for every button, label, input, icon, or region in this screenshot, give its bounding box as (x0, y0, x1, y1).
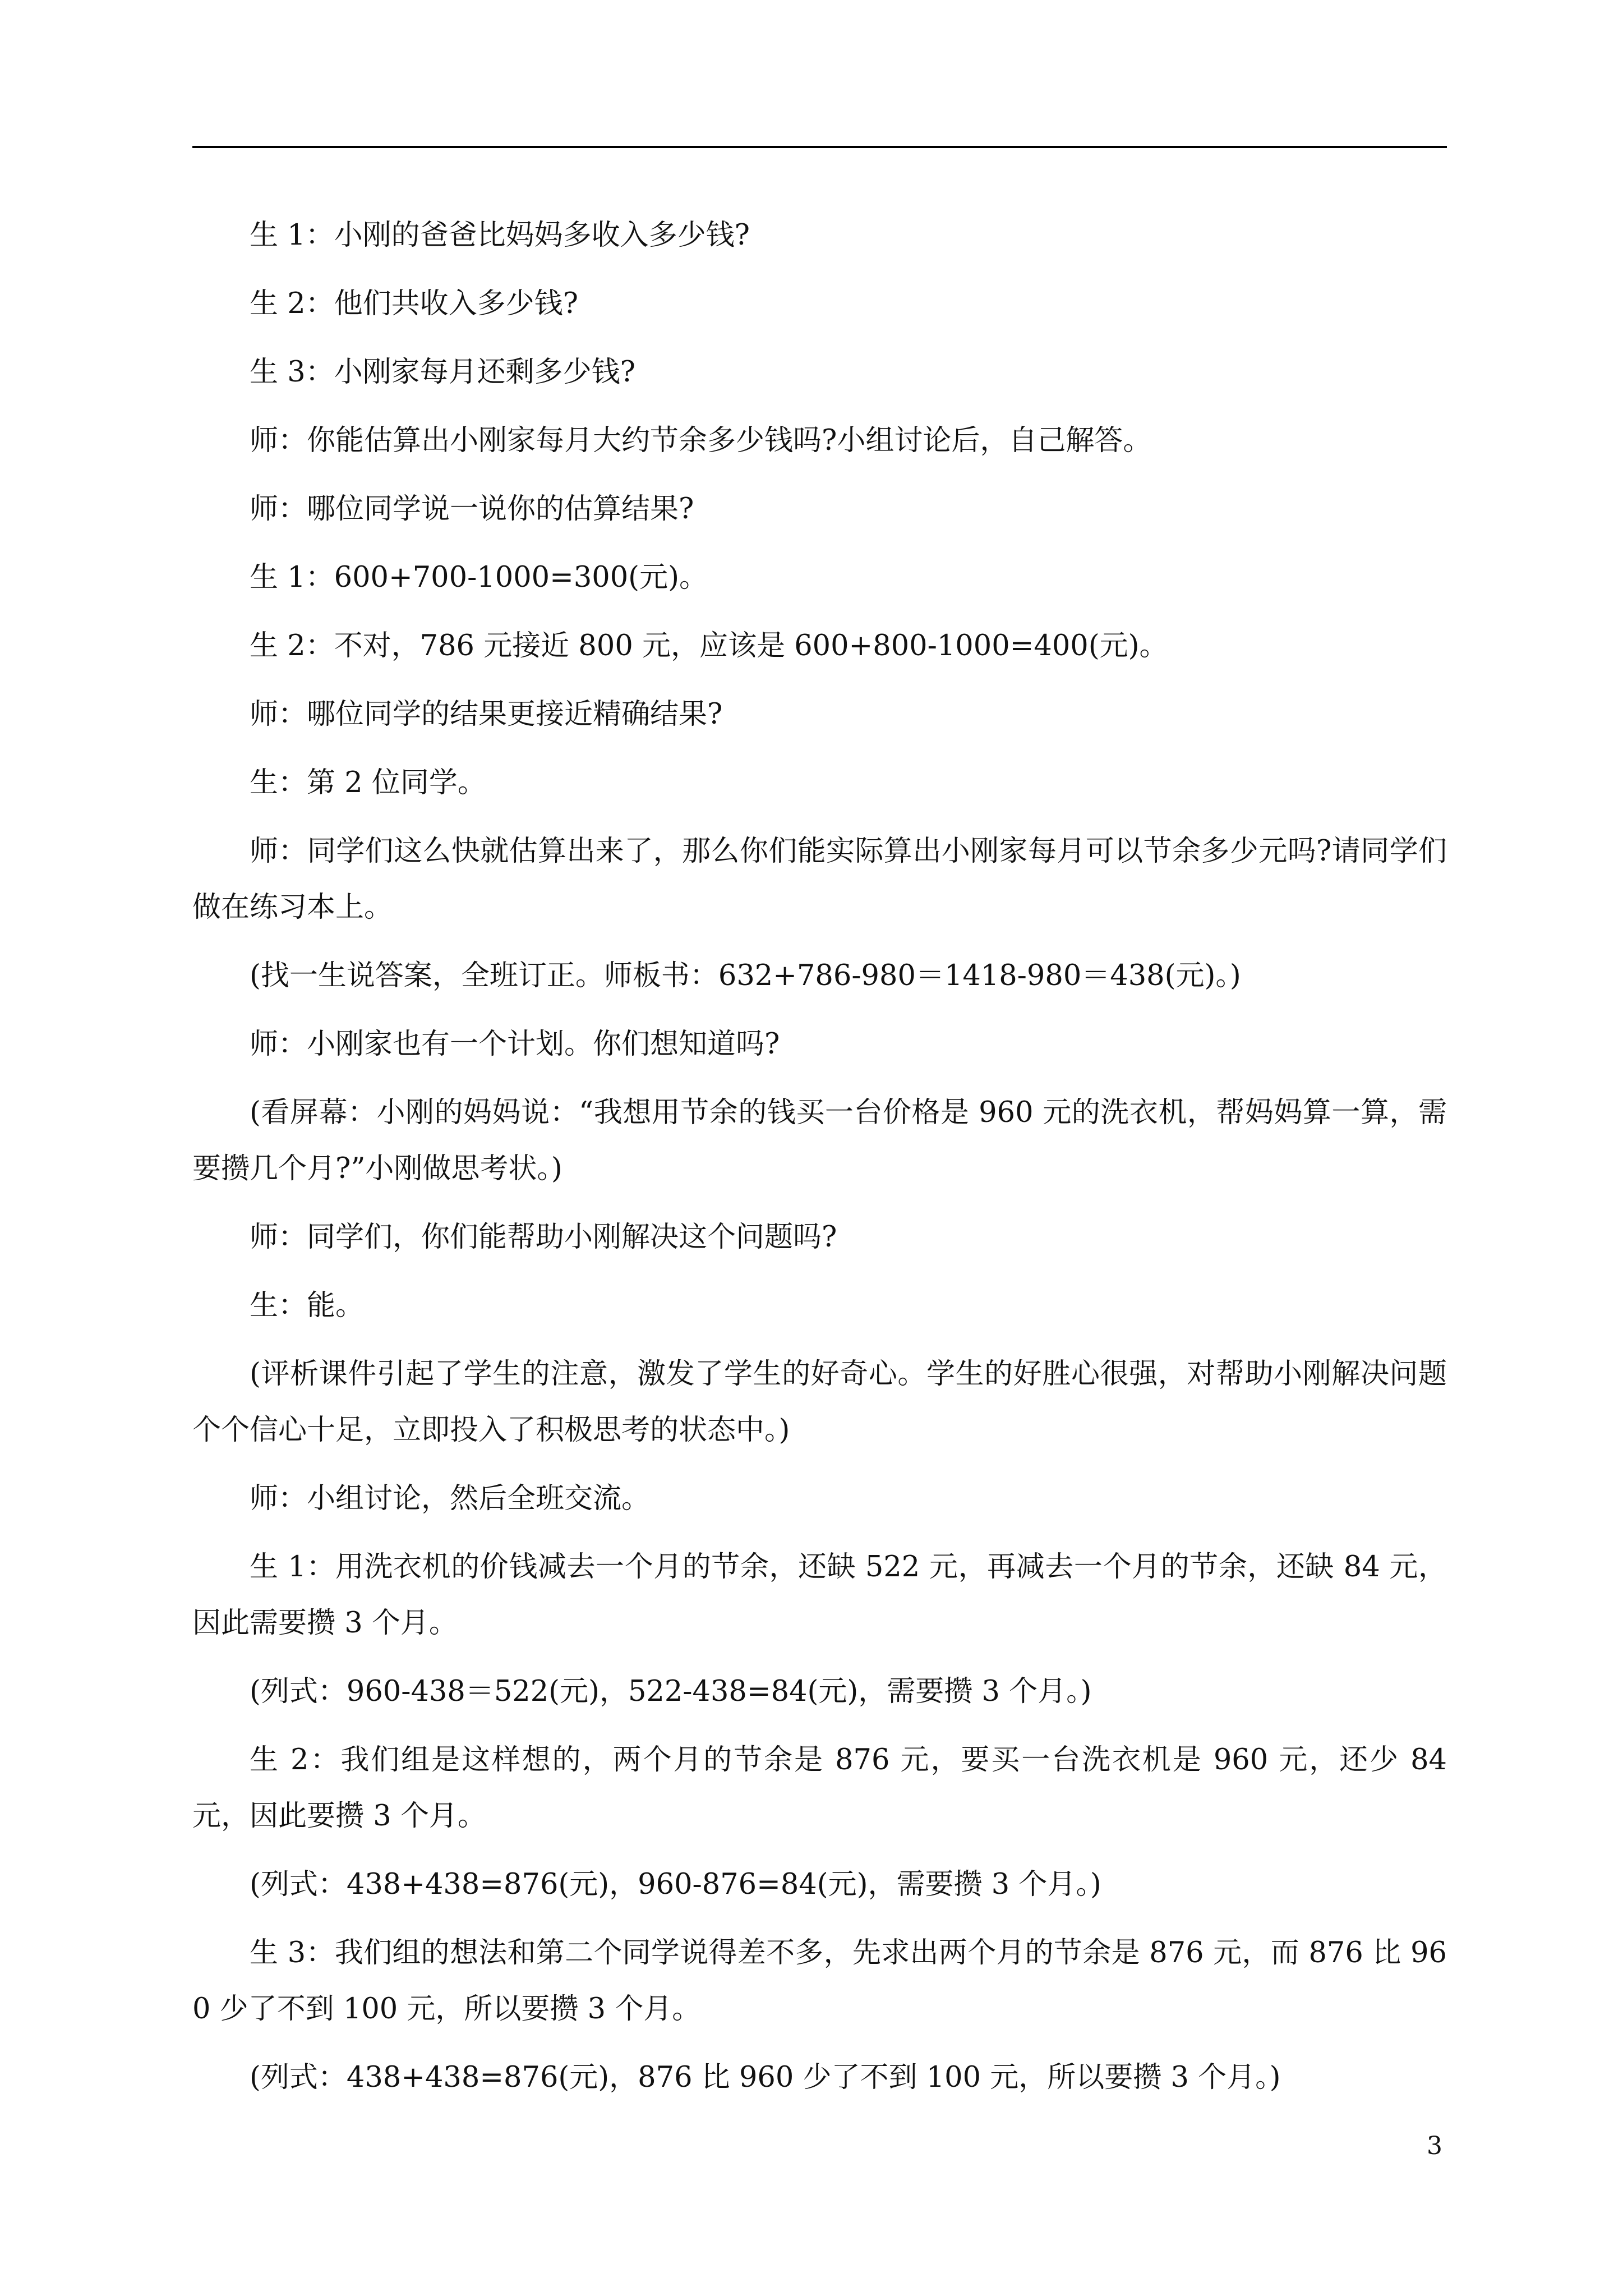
paragraph: 生 1：小刚的爸爸比妈妈多收入多少钱? (250, 219, 750, 252)
paragraph: (找一生说答案，全班订正。师板书：632+786-980＝1418-980＝438(元)。) (250, 959, 1241, 992)
paragraph: 师：你能估算出小刚家每月大约节余多少钱吗?小组讨论后，自己解答。 (250, 424, 1152, 457)
paragraph: (看屏幕：小刚的妈妈说：“我想用节余的钱买一台价格是 960 元的洗衣机，帮妈妈算一算，需要攒几个月?”小刚做思考状。) (192, 1096, 1447, 1185)
paragraph: (列式：960-438＝522(元)，522-438=84(元)，需要攒 3 个月。) (250, 1675, 1092, 1708)
paragraph: 生 2：我们组是这样想的，两个月的节余是 876 元，要买一台洗衣机是 960 元，还少 84 元，因此要攒 3 个月。 (192, 1743, 1447, 1833)
paragraph: 生 2：不对，786 元接近 800 元，应该是 600+800-1000=400(元)。 (250, 629, 1168, 662)
paragraph: 师：小刚家也有一个计划。你们想知道吗? (250, 1028, 780, 1061)
paragraph: 师：同学们这么快就估算出来了，那么你们能实际算出小刚家每月可以节余多少元吗?请同学们做在练习本上。 (192, 835, 1447, 924)
header-rule (192, 146, 1447, 148)
paragraph: 生 1：用洗衣机的价钱减去一个月的节余，还缺 522 元，再减去一个月的节余，还缺 84 元，因此需要攒 3 个月。 (192, 1550, 1447, 1640)
paragraph: 生：第 2 位同学。 (250, 766, 486, 799)
page-number: 3 (1427, 2132, 1442, 2160)
paragraph: 师：同学们，你们能帮助小刚解决这个问题吗? (250, 1221, 837, 1254)
paragraph: (列式：438+438=876(元)，960-876=84(元)，需要攒 3 个月。) (250, 1868, 1101, 1901)
paragraph: (列式：438+438=876(元)，876 比 960 少了不到 100 元，所以要攒 3 个月。) (250, 2061, 1281, 2094)
paragraph: 生 3：我们组的想法和第二个同学说得差不多，先求出两个月的节余是 876 元，而 876 比 960 少了不到 100 元，所以要攒 3 个月。 (192, 1936, 1447, 2026)
paragraph: (评析课件引起了学生的注意，激发了学生的好奇心。学生的好胜心很强，对帮助小刚解决问题个个信心十足，立即投入了积极思考的状态中。) (192, 1358, 1447, 1447)
paragraph: 师：哪位同学的结果更接近精确结果? (250, 698, 723, 731)
paragraph: 生 3：小刚家每月还剩多少钱? (250, 356, 636, 389)
paragraph: 师：小组讨论，然后全班交流。 (250, 1482, 651, 1515)
paragraph: 生 2：他们共收入多少钱? (250, 287, 579, 320)
document-body (192, 208, 1447, 2118)
paragraph: 师：哪位同学说一说你的估算结果? (250, 493, 694, 526)
paragraph: 生 1：600+700-1000=300(元)。 (250, 561, 708, 594)
paragraph: 生：能。 (250, 1289, 365, 1322)
